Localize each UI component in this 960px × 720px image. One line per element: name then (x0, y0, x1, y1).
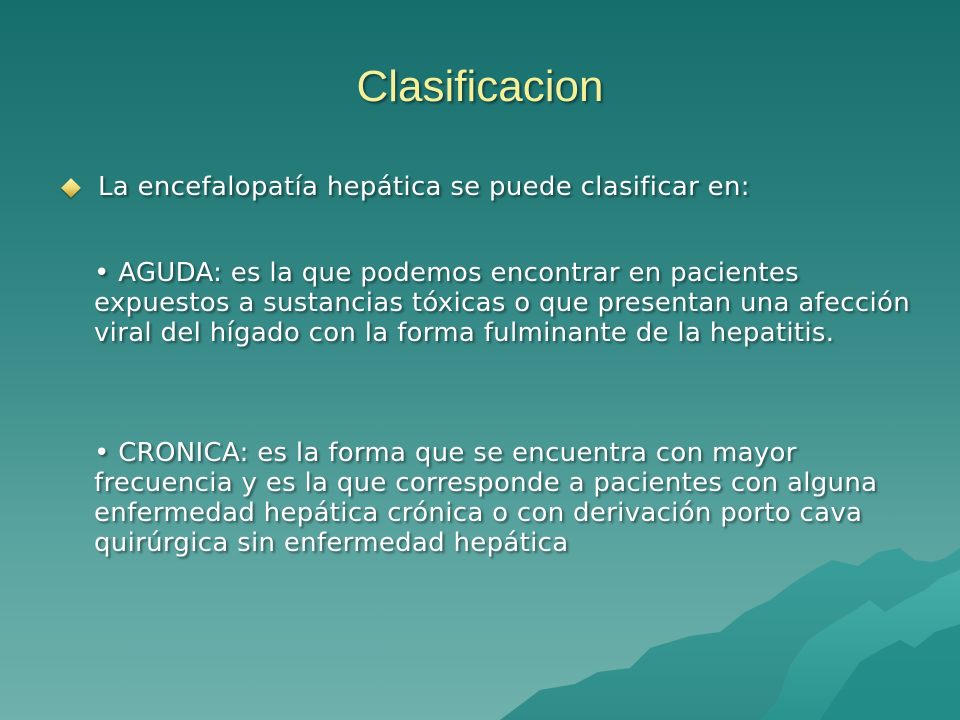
slide-title: Clasificacion (356, 62, 604, 111)
cronica-item: • CRONICA: es la forma que se encuentra con mayor frecuencia y es la que corresponde a pacientes con alguna enfermedad hepática crónica o con derivación porto cava quirúrgica sin enfermedad hepática (94, 438, 878, 558)
diamond-bullet-icon (61, 178, 81, 198)
main-bullet (60, 172, 920, 202)
aguda-item: • AGUDA: es la que podemos encontrar en pacientes expuestos a sustancias tóxicas o que presentan una afección viral del hígado con la forma fulminante de la hepatitis. (94, 258, 911, 348)
main-bullet-text: La encefalopatía hepática se puede clasificar en: (98, 172, 750, 202)
